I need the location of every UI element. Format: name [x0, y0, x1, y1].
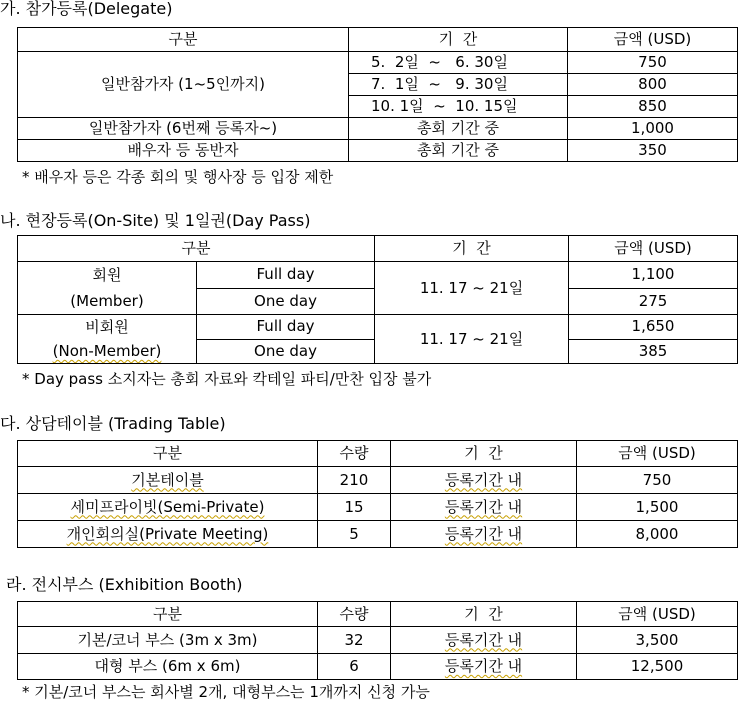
member-label-ko: 회원 — [92, 266, 122, 284]
pass-type-cell: One day — [197, 339, 375, 364]
booth-table — [17, 601, 738, 680]
trading-table — [17, 440, 738, 548]
section-d-title: 라. 전시부스 (Exhibition Booth) — [6, 575, 243, 594]
period-cell: 총회 기간 중 — [349, 118, 568, 140]
header-period: 기 간 — [391, 602, 577, 627]
period-cell: 등록기간 내 — [391, 521, 577, 548]
qty-cell: 15 — [318, 494, 391, 521]
header-period: 기 간 — [349, 28, 568, 52]
section-b-note: * Day pass 소지자는 총회 자료와 칵테일 파티/만찬 입장 불가 — [22, 370, 432, 388]
amount-cell: 3,500 — [577, 627, 738, 654]
amount-cell: 1,650 — [569, 315, 738, 340]
period-cell: 7. 1일 ~ 9. 30일 — [349, 74, 568, 96]
amount-cell: 8,000 — [577, 521, 738, 548]
table-header-row — [18, 28, 738, 52]
section-a-title: 가. 참가등록(Delegate) — [0, 0, 173, 18]
table-row — [18, 118, 738, 140]
table-header-row — [18, 602, 738, 627]
period-cell: 등록기간 내 — [391, 494, 577, 521]
qty-cell: 6 — [318, 654, 391, 680]
group-label: 일반참가자 (1~5인까지) — [18, 52, 349, 118]
table-row — [18, 315, 738, 340]
amount-cell: 350 — [568, 140, 738, 162]
category-cell: 배우자 등 동반자 — [18, 140, 349, 162]
onsite-table — [17, 235, 738, 364]
amount-cell: 750 — [568, 52, 738, 74]
table-row — [18, 52, 738, 74]
amount-cell: 1,500 — [577, 494, 738, 521]
nonmember-label — [18, 315, 197, 364]
table-row — [18, 467, 738, 494]
delegate-table — [17, 27, 738, 162]
table-row — [18, 627, 738, 654]
category-cell: 대형 부스 (6m x 6m) — [18, 654, 318, 680]
header-qty: 수량 — [318, 602, 391, 627]
table-row — [18, 494, 738, 521]
period-cell: 11. 17 ~ 21일 — [375, 315, 569, 364]
header-category: 구분 — [18, 441, 318, 467]
header-category: 구분 — [18, 28, 349, 52]
qty-cell: 210 — [318, 467, 391, 494]
header-amount: 금액 (USD) — [569, 236, 738, 262]
amount-cell: 850 — [568, 96, 738, 118]
qty-cell: 32 — [318, 627, 391, 654]
qty-cell: 5 — [318, 521, 391, 548]
pass-type-cell: Full day — [197, 315, 375, 340]
header-period: 기 간 — [391, 441, 577, 467]
amount-cell: 275 — [569, 288, 738, 315]
amount-cell: 12,500 — [577, 654, 738, 680]
category-cell: 기본테이블 — [18, 467, 318, 494]
header-category: 구분 — [18, 602, 318, 627]
header-amount: 금액 (USD) — [577, 602, 738, 627]
header-qty: 수량 — [318, 441, 391, 467]
period-cell: 등록기간 내 — [391, 654, 577, 680]
period-cell: 총회 기간 중 — [349, 140, 568, 162]
amount-cell: 750 — [577, 467, 738, 494]
period-cell: 등록기간 내 — [391, 467, 577, 494]
header-amount: 금액 (USD) — [568, 28, 738, 52]
table-row — [18, 654, 738, 680]
table-header-row — [18, 236, 738, 262]
amount-cell: 385 — [569, 339, 738, 364]
nonmember-label-ko: 비회원 — [85, 318, 129, 336]
category-cell: 개인회의실(Private Meeting) — [18, 521, 318, 548]
category-cell: 세미프라이빗(Semi-Private) — [18, 494, 318, 521]
section-b-title: 나. 현장등록(On-Site) 및 1일권(Day Pass) — [0, 211, 311, 230]
period-cell: 11. 17 ~ 21일 — [375, 262, 569, 315]
pass-type-cell: One day — [197, 288, 375, 315]
section-a-note: * 배우자 등은 각종 회의 및 행사장 등 입장 제한 — [22, 168, 334, 186]
table-header-row — [18, 441, 738, 467]
table-row — [18, 521, 738, 548]
header-period: 기 간 — [375, 236, 569, 262]
period-cell: 10. 1일 ~ 10. 15일 — [349, 96, 568, 118]
pass-type-cell: Full day — [197, 262, 375, 289]
nonmember-label-en: (Non-Member) — [52, 342, 162, 360]
category-cell: 기본/코너 부스 (3m x 3m) — [18, 627, 318, 654]
header-amount: 금액 (USD) — [577, 441, 738, 467]
amount-cell: 800 — [568, 74, 738, 96]
amount-cell: 1,100 — [569, 262, 738, 289]
member-label — [18, 262, 197, 315]
header-category: 구분 — [18, 236, 375, 262]
category-cell: 일반참가자 (6번째 등록자~) — [18, 118, 349, 140]
period-cell: 5. 2일 ~ 6. 30일 — [349, 52, 568, 74]
period-cell: 등록기간 내 — [391, 627, 577, 654]
table-row — [18, 140, 738, 162]
section-d-note: * 기본/코너 부스는 회사별 2개, 대형부스는 1개까지 신청 가능 — [22, 683, 430, 701]
table-row — [18, 262, 738, 289]
section-c-title: 다. 상담테이블 (Trading Table) — [0, 414, 226, 433]
member-label-en: (Member) — [70, 292, 144, 310]
amount-cell: 1,000 — [568, 118, 738, 140]
